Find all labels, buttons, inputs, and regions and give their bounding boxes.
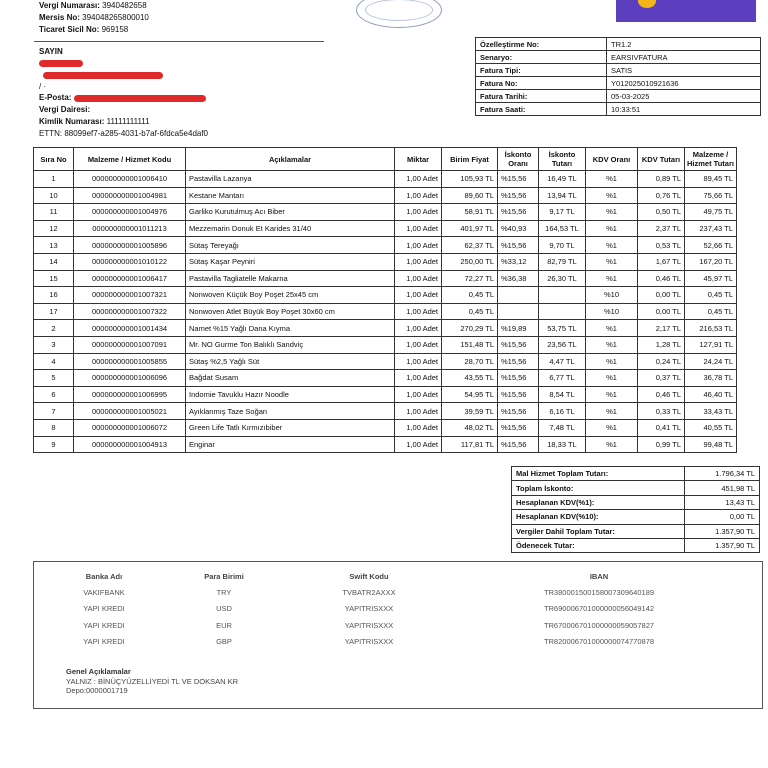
table-cell: %15,56 — [498, 204, 539, 221]
table-cell: 40,55 TL — [685, 419, 737, 436]
notes-depo: Depo:0000001719 — [66, 686, 128, 695]
mersis-label: Mersis No: — [39, 13, 80, 22]
bank-row — [44, 601, 744, 618]
bank-cell: USD — [216, 604, 232, 614]
table-cell: 1,00 Adet — [395, 403, 442, 420]
table-cell: %1 — [586, 253, 638, 270]
total-row — [512, 510, 760, 524]
table-cell: 1,00 Adet — [395, 353, 442, 370]
column-header: KDV Oranı — [586, 148, 638, 171]
table-cell: 1,00 Adet — [395, 237, 442, 254]
bank-cell: TR820006701000000074770878 — [543, 637, 655, 647]
eposta-label: E-Posta: — [39, 93, 72, 103]
table-cell: 216,53 TL — [685, 320, 737, 337]
bank-cell: TR380001500158007309640189 — [543, 587, 655, 597]
table-cell: 18,33 TL — [539, 436, 586, 453]
meta-row — [476, 103, 761, 116]
table-cell: %1 — [586, 403, 638, 420]
table-cell: 7 — [34, 403, 74, 420]
table-cell: 54,95 TL — [442, 386, 498, 403]
table-cell: 0,53 TL — [638, 237, 685, 254]
table-cell: 000000000001011213 — [74, 220, 186, 237]
total-row — [512, 538, 760, 552]
meta-row — [476, 77, 761, 90]
table-cell: Nonwoven Küçük Boy Poşet 25x45 cm — [186, 287, 395, 304]
table-row — [34, 303, 737, 320]
table-cell: 53,75 TL — [539, 320, 586, 337]
table-cell: 000000000001004913 — [74, 436, 186, 453]
table-cell: 23,56 TL — [539, 336, 586, 353]
table-cell: Sütaş Tereyağı — [186, 237, 395, 254]
table-cell: 0,45 TL — [685, 287, 737, 304]
table-cell: 0,45 TL — [685, 303, 737, 320]
table-cell: 105,93 TL — [442, 171, 498, 188]
table-cell: 0,46 TL — [638, 270, 685, 287]
column-header: İskonto Tutarı — [539, 148, 586, 171]
table-cell: %15,56 — [498, 436, 539, 453]
table-row — [34, 353, 737, 370]
general-notes — [66, 667, 238, 696]
table-cell: 39,59 TL — [442, 403, 498, 420]
bank-cell: EUR — [216, 620, 232, 630]
bank-cell: YAPI KREDI — [83, 620, 125, 630]
table-cell: 1,00 Adet — [395, 204, 442, 221]
total-label: Mal Hizmet Toplam Tutarı: — [512, 467, 685, 481]
table-cell: 0,00 TL — [638, 303, 685, 320]
table-cell: 1,00 Adet — [395, 171, 442, 188]
table-cell: %1 — [586, 386, 638, 403]
table-cell: 4,47 TL — [539, 353, 586, 370]
meta-key: Fatura Saati: — [476, 103, 607, 116]
table-cell: 28,70 TL — [442, 353, 498, 370]
table-cell: %1 — [586, 320, 638, 337]
total-label: Ödenecek Tutar: — [512, 538, 685, 552]
table-cell: 2,37 TL — [638, 220, 685, 237]
table-row — [34, 403, 737, 420]
bank-column-header: IBAN — [589, 571, 609, 581]
table-cell: 24,24 TL — [685, 353, 737, 370]
redaction-mark — [74, 95, 206, 102]
table-cell: 2,17 TL — [638, 320, 685, 337]
table-cell: %15,56 — [498, 336, 539, 353]
table-cell: 117,81 TL — [442, 436, 498, 453]
sicil-no: 969158 — [101, 25, 129, 34]
table-cell: 1,67 TL — [638, 253, 685, 270]
table-cell: 1,00 Adet — [395, 370, 442, 387]
table-cell: Mezzemarin Donuk Et Karides 31/40 — [186, 220, 395, 237]
ettn: ETTN: 88099ef7-a285-4031-b7af-6fdca5e4daf0 — [39, 129, 209, 138]
table-cell: 0,46 TL — [638, 386, 685, 403]
table-cell: 000000000001006417 — [74, 270, 186, 287]
table-cell: Ayıklanmış Taze Soğan — [186, 403, 395, 420]
table-cell: 000000000001010122 — [74, 253, 186, 270]
table-cell: Pastavilla Lazanya — [186, 171, 395, 188]
column-header: Malzeme / Hizmet Tutarı — [685, 148, 737, 171]
table-cell: 58,91 TL — [442, 204, 498, 221]
table-row — [34, 204, 737, 221]
table-cell: 151,48 TL — [442, 336, 498, 353]
meta-value: TR1.2 — [607, 38, 761, 51]
bank-info-box — [33, 561, 763, 709]
bank-cell: YAPITRISXXX — [344, 620, 394, 630]
table-cell: 2 — [34, 320, 74, 337]
table-cell: 0,45 TL — [442, 287, 498, 304]
table-cell: 164,53 TL — [539, 220, 586, 237]
meta-value: SATIS — [607, 64, 761, 77]
table-cell: Green Life Tatlı Kırmızıbiber — [186, 419, 395, 436]
table-cell: %1 — [586, 270, 638, 287]
meta-row — [476, 51, 761, 64]
bank-cell: YAPI KREDI — [83, 637, 125, 647]
bank-cell: YAPITRISXXX — [344, 604, 394, 614]
table-cell: Sütaş Kaşar Peyniri — [186, 253, 395, 270]
table-cell: 1,00 Adet — [395, 253, 442, 270]
table-cell: 89,60 TL — [442, 187, 498, 204]
table-cell: 99,48 TL — [685, 436, 737, 453]
table-cell: 36,78 TL — [685, 370, 737, 387]
table-cell: 17 — [34, 303, 74, 320]
table-cell: 0,00 TL — [638, 287, 685, 304]
table-cell: 1,00 Adet — [395, 320, 442, 337]
table-cell: 401,97 TL — [442, 220, 498, 237]
table-row — [34, 237, 737, 254]
table-cell: 000000000001001434 — [74, 320, 186, 337]
table-cell: 8,54 TL — [539, 386, 586, 403]
table-cell: 000000000001006410 — [74, 171, 186, 188]
table-cell — [539, 303, 586, 320]
table-cell: 48,02 TL — [442, 419, 498, 436]
vergi-no: 3940482658 — [102, 1, 147, 10]
table-cell: %10 — [586, 303, 638, 320]
table-cell: 000000000001007321 — [74, 287, 186, 304]
vergi-dairesi-label: Vergi Dairesi: — [39, 104, 91, 114]
column-header: Miktar — [395, 148, 442, 171]
bank-cell: GBP — [216, 637, 232, 647]
table-cell: 13 — [34, 237, 74, 254]
bank-table — [44, 568, 744, 650]
table-cell: 000000000001007091 — [74, 336, 186, 353]
table-cell: %1 — [586, 419, 638, 436]
table-row — [34, 187, 737, 204]
table-cell: 46,40 TL — [685, 386, 737, 403]
sicil-label: Ticaret Sicil No: — [39, 25, 100, 34]
meta-value: 05-03-2025 — [607, 90, 761, 103]
bank-cell: YAPI KREDI — [83, 604, 125, 614]
table-row — [34, 220, 737, 237]
table-cell: 3 — [34, 336, 74, 353]
table-row — [34, 320, 737, 337]
table-cell: %1 — [586, 370, 638, 387]
table-row — [34, 370, 737, 387]
table-cell: Namet %15 Yağlı Dana Kıyma — [186, 320, 395, 337]
table-cell: %15,56 — [498, 171, 539, 188]
table-cell: %19,89 — [498, 320, 539, 337]
bank-row — [44, 617, 744, 634]
table-cell — [539, 287, 586, 304]
table-cell: %15,56 — [498, 419, 539, 436]
table-cell: 8 — [34, 419, 74, 436]
table-cell: 45,97 TL — [685, 270, 737, 287]
table-cell: 000000000001004981 — [74, 187, 186, 204]
table-cell: Mr. NO Gurme Ton Balıklı Sandviç — [186, 336, 395, 353]
meta-value: 10:33:51 — [607, 103, 761, 116]
table-cell: %15,56 — [498, 353, 539, 370]
table-cell: %1 — [586, 353, 638, 370]
table-cell: 0,89 TL — [638, 171, 685, 188]
table-cell: 1,00 Adet — [395, 419, 442, 436]
table-cell: 000000000001005896 — [74, 237, 186, 254]
table-cell: Indomie Tavuklu Hazır Noodle — [186, 386, 395, 403]
invoice-meta-table — [475, 37, 761, 116]
issuer-info — [39, 0, 149, 36]
table-cell: 4 — [34, 353, 74, 370]
column-header: Sıra No — [34, 148, 74, 171]
column-header: Açıklamalar — [186, 148, 395, 171]
table-cell: %1 — [586, 171, 638, 188]
table-cell: %15,56 — [498, 237, 539, 254]
table-cell: %33,12 — [498, 253, 539, 270]
items-table — [33, 147, 737, 453]
sayin-label: SAYIN — [39, 47, 63, 56]
table-cell: 1,00 Adet — [395, 287, 442, 304]
table-cell: %1 — [586, 336, 638, 353]
table-cell: 72,27 TL — [442, 270, 498, 287]
table-cell: 0,41 TL — [638, 419, 685, 436]
column-header: Birim Fiyat — [442, 148, 498, 171]
table-cell: 5 — [34, 370, 74, 387]
table-cell: 1,00 Adet — [395, 386, 442, 403]
bank-cell: TRY — [216, 587, 232, 597]
table-cell: %15,56 — [498, 386, 539, 403]
table-cell: 1,00 Adet — [395, 303, 442, 320]
mersis-no: 394048265800010 — [82, 13, 149, 22]
table-row — [34, 436, 737, 453]
bank-column-header: Para Birimi — [204, 571, 244, 581]
table-cell: 11 — [34, 204, 74, 221]
table-cell: %1 — [586, 436, 638, 453]
meta-key: Fatura Tarihi: — [476, 90, 607, 103]
column-header: KDV Tutarı — [638, 148, 685, 171]
table-cell: 9,70 TL — [539, 237, 586, 254]
table-cell: %1 — [586, 237, 638, 254]
table-cell: 0,76 TL — [638, 187, 685, 204]
bank-cell: TR690006701000000056049142 — [543, 604, 655, 614]
bank-cell: VAKIFBANK — [83, 587, 125, 597]
table-cell: 43,55 TL — [442, 370, 498, 387]
table-cell: 10 — [34, 187, 74, 204]
table-cell: 250,00 TL — [442, 253, 498, 270]
table-cell: 75,66 TL — [685, 187, 737, 204]
buyer-info — [39, 46, 206, 127]
bank-row — [44, 634, 744, 651]
table-cell: 16 — [34, 287, 74, 304]
meta-row — [476, 90, 761, 103]
table-cell: 1 — [34, 171, 74, 188]
table-row — [34, 336, 737, 353]
total-value: 13,43 TL — [685, 495, 760, 509]
kimlik-no: 11111111111 — [106, 116, 150, 126]
total-row — [512, 481, 760, 495]
table-row — [34, 419, 737, 436]
table-cell: Pastavilla Tagliatelle Makarna — [186, 270, 395, 287]
table-cell: Sütaş %2,5 Yağlı Süt — [186, 353, 395, 370]
bank-row — [44, 584, 744, 601]
table-cell: 9 — [34, 436, 74, 453]
table-cell: 167,20 TL — [685, 253, 737, 270]
notes-title: Genel Açıklamalar — [66, 667, 131, 676]
column-header: Malzeme / Hizmet Kodu — [74, 148, 186, 171]
table-cell — [498, 287, 539, 304]
total-label: Hesaplanan KDV(%10): — [512, 510, 685, 524]
notes-amount-text: YALNIZ : BİNÜÇYÜZELLİYEDİ TL VE DOKSAN KR — [66, 676, 238, 686]
table-cell: 89,45 TL — [685, 171, 737, 188]
table-cell: 0,50 TL — [638, 204, 685, 221]
table-cell: Bağdat Susam — [186, 370, 395, 387]
table-cell: 1,00 Adet — [395, 220, 442, 237]
table-cell: 62,37 TL — [442, 237, 498, 254]
table-cell — [498, 303, 539, 320]
meta-key: Özelleştirme No: — [476, 38, 607, 51]
table-cell: 0,37 TL — [638, 370, 685, 387]
table-cell: 270,29 TL — [442, 320, 498, 337]
vergi-no-label: Vergi Numarası: — [39, 1, 100, 10]
meta-value: EARSIVFATURA — [607, 51, 761, 64]
table-cell: 000000000001006072 — [74, 419, 186, 436]
table-cell: 0,45 TL — [442, 303, 498, 320]
meta-key: Senaryo: — [476, 51, 607, 64]
table-cell: 1,00 Adet — [395, 436, 442, 453]
gib-stamp-logo — [356, 0, 442, 28]
table-row — [34, 287, 737, 304]
redaction-mark — [43, 72, 163, 79]
table-cell: 7,48 TL — [539, 419, 586, 436]
table-cell: 52,66 TL — [685, 237, 737, 254]
total-label: Vergiler Dahil Toplam Tutar: — [512, 524, 685, 538]
table-cell: 1,28 TL — [638, 336, 685, 353]
table-cell: 000000000001007322 — [74, 303, 186, 320]
table-cell: 49,75 TL — [685, 204, 737, 221]
meta-value: Y012025010921636 — [607, 77, 761, 90]
table-cell: 16,49 TL — [539, 171, 586, 188]
table-cell: 1,00 Adet — [395, 187, 442, 204]
total-label: Hesaplanan KDV(%1): — [512, 495, 685, 509]
total-value: 1.796,34 TL — [685, 467, 760, 481]
table-cell: 000000000001004976 — [74, 204, 186, 221]
table-cell: 237,43 TL — [685, 220, 737, 237]
table-cell: 127,91 TL — [685, 336, 737, 353]
table-cell: 33,43 TL — [685, 403, 737, 420]
bank-cell: TR670006701000000059057827 — [543, 620, 655, 630]
table-row — [34, 171, 737, 188]
table-cell: %1 — [586, 220, 638, 237]
total-value: 0,00 TL — [685, 510, 760, 524]
table-row — [34, 270, 737, 287]
table-cell: 9,17 TL — [539, 204, 586, 221]
table-cell: 0,99 TL — [638, 436, 685, 453]
total-label: Toplam İskonto: — [512, 481, 685, 495]
divider — [34, 41, 324, 42]
table-cell: 000000000001005855 — [74, 353, 186, 370]
table-cell: %10 — [586, 287, 638, 304]
total-row — [512, 495, 760, 509]
table-cell: 12 — [34, 220, 74, 237]
table-cell: 26,30 TL — [539, 270, 586, 287]
bank-cell: TVBATR2AXXX — [342, 587, 396, 597]
table-cell: 1,00 Adet — [395, 270, 442, 287]
table-cell: Kestane Mantarı — [186, 187, 395, 204]
table-cell: %15,56 — [498, 403, 539, 420]
table-row — [34, 386, 737, 403]
table-cell: 0,24 TL — [638, 353, 685, 370]
company-logo — [616, 0, 756, 22]
table-cell: %15,56 — [498, 370, 539, 387]
table-cell: Enginar — [186, 436, 395, 453]
total-value: 1.357,90 TL — [685, 524, 760, 538]
totals-table — [511, 466, 760, 553]
total-value: 1.357,90 TL — [685, 538, 760, 552]
table-cell: 6 — [34, 386, 74, 403]
table-cell: 6,16 TL — [539, 403, 586, 420]
table-cell: 6,77 TL — [539, 370, 586, 387]
kimlik-label: Kimlik Numarası: — [39, 116, 105, 126]
table-cell: Nonwoven Atlet Büyük Boy Poşet 30x60 cm — [186, 303, 395, 320]
redaction-mark — [39, 60, 83, 67]
meta-row — [476, 38, 761, 51]
table-cell: %36,38 — [498, 270, 539, 287]
bank-cell: YAPITRISXXX — [344, 637, 394, 647]
table-cell: %40,93 — [498, 220, 539, 237]
table-cell: 1,00 Adet — [395, 336, 442, 353]
table-cell: 000000000001006096 — [74, 370, 186, 387]
table-cell: 0,33 TL — [638, 403, 685, 420]
table-cell: %1 — [586, 204, 638, 221]
table-cell: 15 — [34, 270, 74, 287]
meta-row — [476, 64, 761, 77]
table-cell: 000000000001005021 — [74, 403, 186, 420]
table-cell: Garliko Kurutulmuş Acı Biber — [186, 204, 395, 221]
bank-column-header: Banka Adı — [85, 571, 123, 581]
total-row — [512, 524, 760, 538]
table-cell: 000000000001006995 — [74, 386, 186, 403]
address-line: / · — [39, 81, 47, 91]
column-header: İskonto Oranı — [498, 148, 539, 171]
table-cell: %15,56 — [498, 187, 539, 204]
table-cell: 14 — [34, 253, 74, 270]
table-cell: %1 — [586, 187, 638, 204]
table-row — [34, 253, 737, 270]
meta-key: Fatura No: — [476, 77, 607, 90]
total-value: 451,98 TL — [685, 481, 760, 495]
total-row — [512, 467, 760, 481]
table-cell: 82,79 TL — [539, 253, 586, 270]
bank-column-header: Swift Kodu — [349, 571, 389, 581]
table-cell: 13,94 TL — [539, 187, 586, 204]
meta-key: Fatura Tipi: — [476, 64, 607, 77]
